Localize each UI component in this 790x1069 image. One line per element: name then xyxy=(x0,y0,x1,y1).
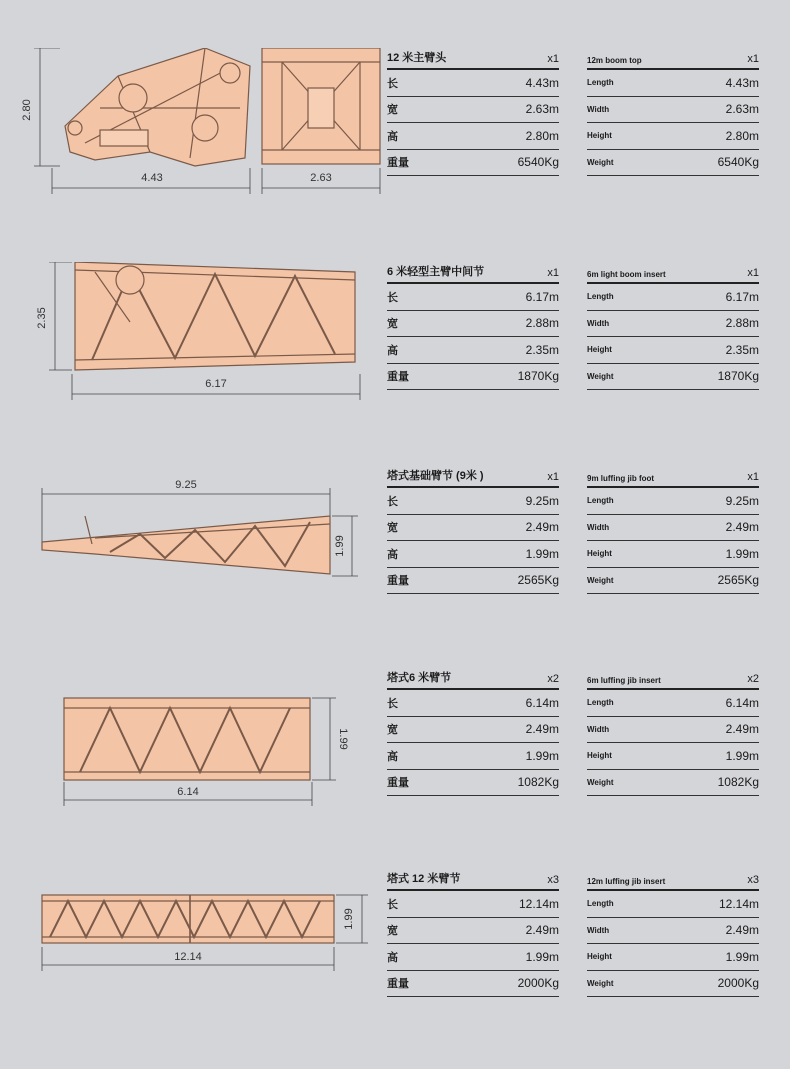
spec-key: Weight xyxy=(587,575,614,585)
spec-qty: x2 xyxy=(747,673,759,685)
section-boom-top xyxy=(0,48,790,248)
spec-key: 高 xyxy=(387,548,398,561)
spec-key: 宽 xyxy=(387,104,398,117)
spec-row-height xyxy=(387,944,559,971)
spec-table-cn xyxy=(387,466,559,594)
spec-row-length xyxy=(387,690,559,717)
dim-length-label: 12.14 xyxy=(174,951,202,963)
spec-value: 2.80m xyxy=(525,128,559,143)
spec-value: 2.88m xyxy=(525,316,559,331)
spec-table-cn xyxy=(387,869,559,997)
dim-height-label: 1.99 xyxy=(337,728,349,750)
spec-row-length xyxy=(587,70,759,97)
spec-value: 6540Kg xyxy=(717,155,759,170)
spec-key: Width xyxy=(587,104,610,114)
spec-value: 1.99m xyxy=(525,748,559,763)
6m-jib-side-view xyxy=(64,698,310,780)
spec-row-width xyxy=(587,97,759,124)
spec-qty: x1 xyxy=(747,471,759,483)
dim-height-label: 2.80 xyxy=(21,99,33,121)
boom-top-side-view xyxy=(65,48,250,166)
spec-title: 12m boom top xyxy=(587,56,642,65)
spec-key: 长 xyxy=(387,898,398,911)
spec-value: 6.17m xyxy=(725,289,759,304)
boom-top-front-view xyxy=(262,48,380,164)
spec-key: 高 xyxy=(387,951,398,964)
spec-value: 2.49m xyxy=(725,520,759,535)
spec-table-en xyxy=(587,869,759,997)
spec-title: 6 米轻型主臂中间节 xyxy=(387,266,485,278)
spec-title: 12m luffing jib insert xyxy=(587,877,666,886)
spec-key: Length xyxy=(587,78,614,88)
spec-row-weight xyxy=(587,568,759,595)
spec-value: 1082Kg xyxy=(517,775,559,790)
dim-length-label: 9.25 xyxy=(175,479,197,491)
spec-value: 1.99m xyxy=(725,949,759,964)
spec-key: Width xyxy=(587,925,610,935)
spec-row-weight xyxy=(387,364,559,391)
spec-value: 2.49m xyxy=(525,722,559,737)
spec-value: 1.99m xyxy=(525,546,559,561)
spec-key: 高 xyxy=(387,344,398,357)
spec-key: 重量 xyxy=(387,371,409,384)
spec-key: 长 xyxy=(387,291,398,304)
spec-value: 2.49m xyxy=(525,520,559,535)
spec-table-en xyxy=(587,48,759,176)
section-6m-luffing-jib-insert xyxy=(0,668,790,868)
spec-row-height xyxy=(387,743,559,770)
spec-title: 12 米主臂头 xyxy=(387,52,447,64)
spec-key: Length xyxy=(587,899,614,909)
dim-height-label: 2.35 xyxy=(36,307,48,329)
spec-row-height xyxy=(587,123,759,150)
spec-key: Length xyxy=(587,698,614,708)
spec-row-height xyxy=(587,541,759,568)
spec-key: Weight xyxy=(587,978,614,988)
spec-key: 高 xyxy=(387,750,398,763)
spec-key: 宽 xyxy=(387,522,398,535)
spec-value: 1.99m xyxy=(525,949,559,964)
spec-header xyxy=(387,262,559,284)
spec-row-width xyxy=(387,311,559,338)
spec-header xyxy=(587,48,759,70)
spec-row-height xyxy=(387,541,559,568)
spec-row-width xyxy=(587,717,759,744)
spec-row-length xyxy=(587,488,759,515)
spec-qty: x3 xyxy=(747,874,759,886)
spec-header xyxy=(387,48,559,70)
spec-key: Weight xyxy=(587,777,614,787)
spec-key: Height xyxy=(587,549,612,559)
spec-row-length xyxy=(387,284,559,311)
spec-table-cn xyxy=(387,48,559,176)
spec-row-weight xyxy=(387,150,559,177)
spec-key: Height xyxy=(587,345,612,355)
spec-row-height xyxy=(387,337,559,364)
spec-key: 重量 xyxy=(387,575,409,588)
spec-title: 9m luffing jib foot xyxy=(587,474,655,483)
spec-key: Height xyxy=(587,952,612,962)
spec-row-height xyxy=(587,743,759,770)
spec-title: 塔式6 米臂节 xyxy=(387,672,452,684)
spec-header xyxy=(387,466,559,488)
spec-row-width xyxy=(587,918,759,945)
spec-qty: x1 xyxy=(547,471,559,483)
spec-row-length xyxy=(587,284,759,311)
spec-value: 1870Kg xyxy=(517,369,559,384)
spec-qty: x1 xyxy=(547,53,559,65)
spec-qty: x3 xyxy=(547,874,559,886)
spec-key: 宽 xyxy=(387,724,398,737)
spec-key: 长 xyxy=(387,77,398,90)
spec-value: 2.80m xyxy=(725,128,759,143)
spec-key: Length xyxy=(587,496,614,506)
spec-value: 1.99m xyxy=(725,546,759,561)
spec-value: 6540Kg xyxy=(517,155,559,170)
spec-qty: x1 xyxy=(547,267,559,279)
spec-header xyxy=(587,668,759,690)
spec-row-weight xyxy=(587,364,759,391)
spec-row-length xyxy=(387,488,559,515)
spec-key: Width xyxy=(587,318,610,328)
boom-top-height-dimension xyxy=(34,48,60,166)
dim-length-label: 6.14 xyxy=(177,786,199,798)
spec-value: 2000Kg xyxy=(517,976,559,991)
spec-value: 6.14m xyxy=(525,695,559,710)
spec-key: 重量 xyxy=(387,978,409,991)
spec-row-weight xyxy=(587,150,759,177)
dim-height-label: 1.99 xyxy=(334,535,346,557)
spec-value: 1082Kg xyxy=(717,775,759,790)
spec-value: 2.88m xyxy=(725,316,759,331)
spec-value: 2000Kg xyxy=(717,976,759,991)
spec-row-width xyxy=(387,918,559,945)
spec-table-en xyxy=(587,466,759,594)
spec-title: 塔式基础臂节 (9米 ) xyxy=(387,470,484,482)
drawing-6m-jib-insert xyxy=(0,668,385,868)
drawing-boom-top xyxy=(0,48,385,248)
section-12m-luffing-jib-insert xyxy=(0,869,790,1069)
spec-title: 塔式 12 米臂节 xyxy=(387,873,461,885)
spec-row-width xyxy=(587,515,759,542)
spec-key: Height xyxy=(587,751,612,761)
12m-jib-side-view xyxy=(42,895,334,943)
spec-row-width xyxy=(387,515,559,542)
spec-value: 2.63m xyxy=(525,102,559,117)
spec-row-length xyxy=(587,690,759,717)
spec-value: 6.14m xyxy=(725,695,759,710)
spec-row-length xyxy=(587,891,759,918)
spec-value: 4.43m xyxy=(525,75,559,90)
spec-key: 长 xyxy=(387,697,398,710)
spec-row-width xyxy=(587,311,759,338)
spec-value: 2.35m xyxy=(725,342,759,357)
spec-table-cn xyxy=(387,262,559,390)
spec-table-cn xyxy=(387,668,559,796)
spec-key: Length xyxy=(587,292,614,302)
spec-qty: x1 xyxy=(747,267,759,279)
dim-width-label: 2.63 xyxy=(310,172,332,184)
spec-row-weight xyxy=(587,971,759,998)
spec-key: Height xyxy=(587,131,612,141)
spec-header xyxy=(587,262,759,284)
spec-row-weight xyxy=(387,568,559,595)
spec-value: 12.14m xyxy=(718,896,759,911)
spec-key: 高 xyxy=(387,130,398,143)
spec-qty: x1 xyxy=(747,53,759,65)
spec-key: 重量 xyxy=(387,777,409,790)
spec-header xyxy=(587,466,759,488)
section-luffing-jib-foot xyxy=(0,466,790,666)
light-boom-side-view xyxy=(75,262,355,370)
spec-value: 2565Kg xyxy=(517,573,559,588)
spec-key: 宽 xyxy=(387,318,398,331)
spec-value: 1870Kg xyxy=(717,369,759,384)
spec-value: 6.17m xyxy=(525,289,559,304)
spec-qty: x2 xyxy=(547,673,559,685)
spec-row-height xyxy=(387,123,559,150)
dim-length-label: 4.43 xyxy=(141,172,163,184)
spec-table-en xyxy=(587,668,759,796)
spec-row-height xyxy=(587,337,759,364)
spec-key: Weight xyxy=(587,157,614,167)
spec-value: 2.35m xyxy=(525,342,559,357)
spec-title: 6m light boom insert xyxy=(587,270,666,279)
jib-foot-side-view xyxy=(42,516,330,574)
drawing-luffing-jib-foot xyxy=(0,466,385,666)
spec-title: 6m luffing jib insert xyxy=(587,676,661,685)
spec-value: 2.49m xyxy=(525,923,559,938)
spec-key: 重量 xyxy=(387,157,409,170)
spec-table-en xyxy=(587,262,759,390)
drawing-12m-jib-insert xyxy=(0,869,385,1069)
spec-row-width xyxy=(387,97,559,124)
spec-row-length xyxy=(387,70,559,97)
spec-header xyxy=(587,869,759,891)
spec-value: 9.25m xyxy=(525,493,559,508)
spec-value: 12.14m xyxy=(518,896,559,911)
spec-row-height xyxy=(587,944,759,971)
spec-row-width xyxy=(387,717,559,744)
spec-value: 2565Kg xyxy=(717,573,759,588)
spec-key: 长 xyxy=(387,495,398,508)
spec-value: 4.43m xyxy=(725,75,759,90)
spec-value: 2.49m xyxy=(725,722,759,737)
spec-value: 2.63m xyxy=(725,102,759,117)
section-light-boom-insert xyxy=(0,262,790,462)
spec-value: 2.49m xyxy=(725,923,759,938)
spec-key: 宽 xyxy=(387,925,398,938)
spec-key: Width xyxy=(587,522,610,532)
spec-key: Weight xyxy=(587,371,614,381)
drawing-light-boom-insert xyxy=(0,262,385,462)
spec-row-weight xyxy=(387,971,559,998)
spec-row-weight xyxy=(587,770,759,797)
dim-height-label: 1.99 xyxy=(343,908,355,930)
spec-row-length xyxy=(387,891,559,918)
spec-value: 9.25m xyxy=(725,493,759,508)
dim-length-label: 6.17 xyxy=(205,378,227,390)
spec-row-weight xyxy=(387,770,559,797)
spec-key: Width xyxy=(587,724,610,734)
spec-header xyxy=(387,668,559,690)
spec-value: 1.99m xyxy=(725,748,759,763)
spec-header xyxy=(387,869,559,891)
